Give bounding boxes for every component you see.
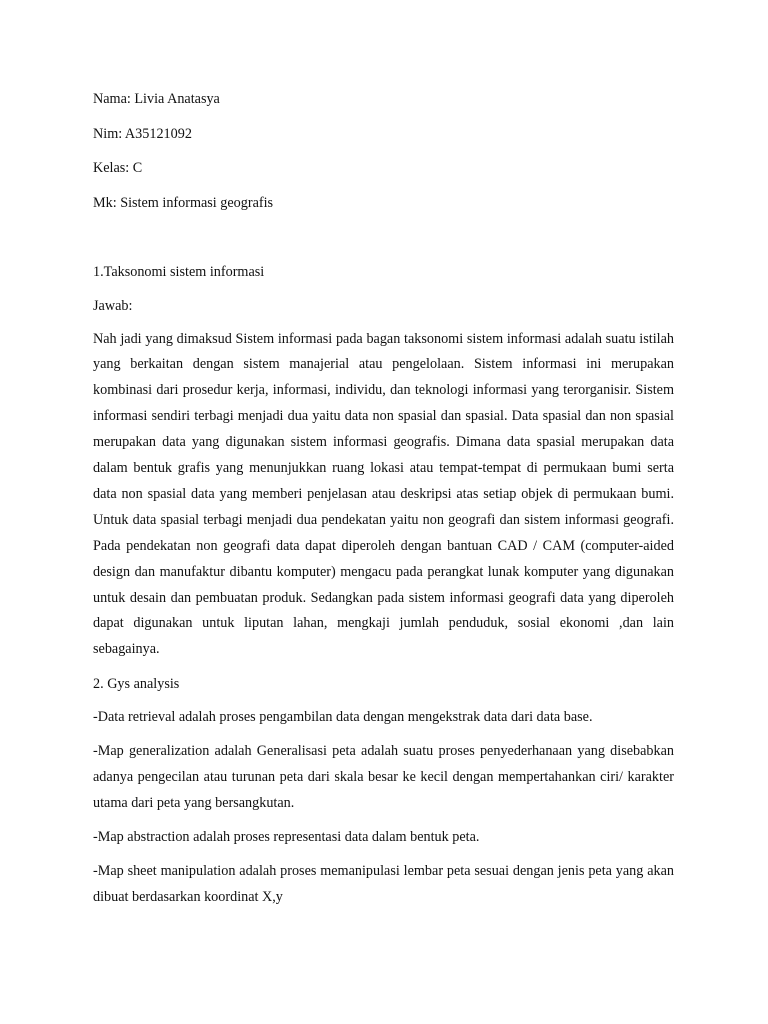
answer-label: Jawab:	[93, 297, 133, 314]
document-body	[93, 86, 674, 919]
list-item-data-retrieval: -Data retrieval adalah proses pengambilan data dengan mengekstrak data dari data base.	[93, 709, 593, 726]
section-1-paragraph: Nah jadi yang dimaksud Sistem informasi pada bagan taksonomi sistem informasi adalah suatu istilah yang berkaitan dengan sistem manajerial atau pengelolaan. Sistem informasi ini merupakan kombinasi dari prosedur kerja, informasi, individu, dan teknologi informasi yang terorganisir. Sistem informasi sendiri terbagi menjadi dua yaitu data non spasial dan spasial. Data spasial dan non spasial merupakan data yang digunakan sistem informasi geografis. Dimana data spasial merupakan data dalam bentuk grafis yang menunjukkan ruang lokasi atau tempat-tempat di permukaan bumi serta data non spasial data yang memberi penjelasan atau deskripsi atas setiap objek di permukaan bumi. Untuk data spasial terbagi menjadi dua pendekatan yaitu non geografi dan sistem informasi geografi. Pada pendekatan non geografi data dapat diperoleh dengan bantuan CAD / CAM (computer-aided design dan manufaktur dibantu komputer) mengacu pada perangkat lunak komputer yang digunakan untuk desain dan pembuatan produk. Sedangkan pada sistem informasi geografi data yang diperoleh dapat digunakan untuk liputan lahan, mengkaji jumlah penduduk, sosial ekonomi ,dan lain sebagainya.	[93, 330, 674, 658]
list-item-map-generalization: -Map generalization adalah Generalisasi peta adalah suatu proses penyederhanaan yang disebabkan adanya pengecilan atau turunan peta dari skala besar ke kecil dengan mempertahankan ciri/ karakter utama dari peta yang bersangkutan.	[93, 743, 674, 811]
section-2-title: 2. Gys analysis	[93, 676, 180, 693]
student-class: Kelas: C	[93, 160, 143, 176]
list-item-map-abstraction: -Map abstraction adalah proses representasi data dalam bentuk peta.	[93, 828, 480, 845]
list-item-map-sheet-manipulation: -Map sheet manipulation adalah proses memanipulasi lembar peta sesuai dengan jenis peta yang akan dibuat berdasarkan koordinat X,y	[93, 862, 674, 905]
section-1-title: 1.Taksonomi sistem informasi	[93, 263, 265, 280]
course-name: Mk: Sistem informasi geografis	[93, 194, 274, 211]
student-nim: Nim: A35121092	[93, 125, 192, 142]
student-name: Nama: Livia Anatasya	[93, 91, 220, 107]
